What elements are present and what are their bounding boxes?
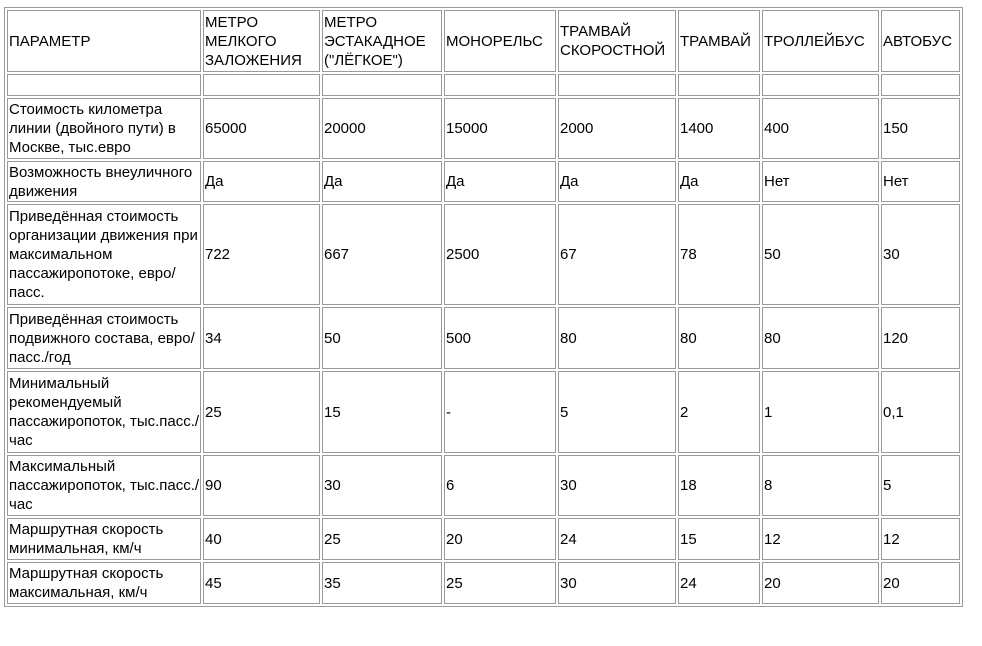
color-row: [7, 74, 960, 96]
table-cell: 30: [322, 455, 442, 516]
table-cell: 1400: [678, 98, 760, 159]
table-row: [7, 518, 960, 560]
table-cell: 20000: [322, 98, 442, 159]
header-param: ПАРАМЕТР: [7, 10, 201, 72]
table-cell: 20: [881, 562, 960, 604]
comparison-table-container: [4, 7, 963, 607]
color-row-label: [7, 74, 201, 96]
transport-comparison-table: [4, 7, 963, 607]
table-cell: 722: [203, 204, 320, 305]
table-cell: 25: [322, 518, 442, 560]
table-cell: 80: [558, 307, 676, 369]
table-cell: 150: [881, 98, 960, 159]
header-metro-shallow: МЕТРО МЕЛКОГО ЗАЛОЖЕНИЯ: [203, 10, 320, 72]
table-cell: 80: [678, 307, 760, 369]
header-trolleybus: ТРОЛЛЕЙБУС: [762, 10, 879, 72]
table-cell: 30: [881, 204, 960, 305]
table-cell: Да: [444, 161, 556, 202]
table-cell: Да: [678, 161, 760, 202]
table-cell: 25: [203, 371, 320, 453]
table-cell: 120: [881, 307, 960, 369]
table-cell: 20: [762, 562, 879, 604]
table-cell: 5: [881, 455, 960, 516]
row-param-label: Максимальный пассажиропоток, тыс.пасс./час: [7, 455, 201, 516]
header-tram-rapid: ТРАМВАЙ СКОРОСТНОЙ: [558, 10, 676, 72]
table-cell: Нет: [762, 161, 879, 202]
row-param-label: Маршрутная скорость минимальная, км/ч: [7, 518, 201, 560]
header-bus: АВТОБУС: [881, 10, 960, 72]
table-row: [7, 562, 960, 604]
table-cell: Да: [558, 161, 676, 202]
table-cell: 30: [558, 455, 676, 516]
header-row: [7, 10, 960, 72]
table-cell: 78: [678, 204, 760, 305]
table-cell: 12: [762, 518, 879, 560]
table-cell: 500: [444, 307, 556, 369]
table-cell: 80: [762, 307, 879, 369]
table-cell: 2500: [444, 204, 556, 305]
table-cell: 50: [762, 204, 879, 305]
table-cell: 15: [322, 371, 442, 453]
table-cell: 15000: [444, 98, 556, 159]
table-cell: 8: [762, 455, 879, 516]
table-cell: 6: [444, 455, 556, 516]
table-cell: 40: [203, 518, 320, 560]
table-row: [7, 98, 960, 159]
header-monorail: МОНОРЕЛЬС: [444, 10, 556, 72]
header-tram: ТРАМВАЙ: [678, 10, 760, 72]
row-param-label: Минимальный рекомендуемый пассажиропоток, тыс.пасс./час: [7, 371, 201, 453]
table-cell: 12: [881, 518, 960, 560]
table-row: [7, 204, 960, 305]
row-param-label: Маршрутная скорость максимальная, км/ч: [7, 562, 201, 604]
table-cell: 50: [322, 307, 442, 369]
table-row: [7, 455, 960, 516]
table-cell: 18: [678, 455, 760, 516]
row-param-label: Стоимость километра линии (двойного пути) в Москве, тыс.евро: [7, 98, 201, 159]
table-cell: 34: [203, 307, 320, 369]
table-cell: -: [444, 371, 556, 453]
table-cell: 5: [558, 371, 676, 453]
table-cell: 65000: [203, 98, 320, 159]
table-cell: 24: [678, 562, 760, 604]
table-cell: 20: [444, 518, 556, 560]
table-cell: 1: [762, 371, 879, 453]
table-cell: 67: [558, 204, 676, 305]
table-cell: Да: [322, 161, 442, 202]
table-cell: 24: [558, 518, 676, 560]
table-row: [7, 307, 960, 369]
table-cell: 45: [203, 562, 320, 604]
table-row: [7, 371, 960, 453]
table-cell: 0,1: [881, 371, 960, 453]
table-cell: 90: [203, 455, 320, 516]
table-row: [7, 161, 960, 202]
table-cell: 30: [558, 562, 676, 604]
table-cell: 25: [444, 562, 556, 604]
table-cell: 400: [762, 98, 879, 159]
row-param-label: Приведённая стоимость подвижного состава, евро/пасс./год: [7, 307, 201, 369]
table-cell: 2000: [558, 98, 676, 159]
row-param-label: Возможность внеуличного движения: [7, 161, 201, 202]
header-metro-elevated: МЕТРО ЭСТАКАДНОЕ ("ЛЁГКОЕ"): [322, 10, 442, 72]
table-cell: 2: [678, 371, 760, 453]
row-param-label: Приведённая стоимость организации движения при максимальном пассажиропотоке, евро/пасс.: [7, 204, 201, 305]
table-cell: Нет: [881, 161, 960, 202]
table-cell: 35: [322, 562, 442, 604]
table-cell: 667: [322, 204, 442, 305]
table-cell: 15: [678, 518, 760, 560]
table-cell: Да: [203, 161, 320, 202]
